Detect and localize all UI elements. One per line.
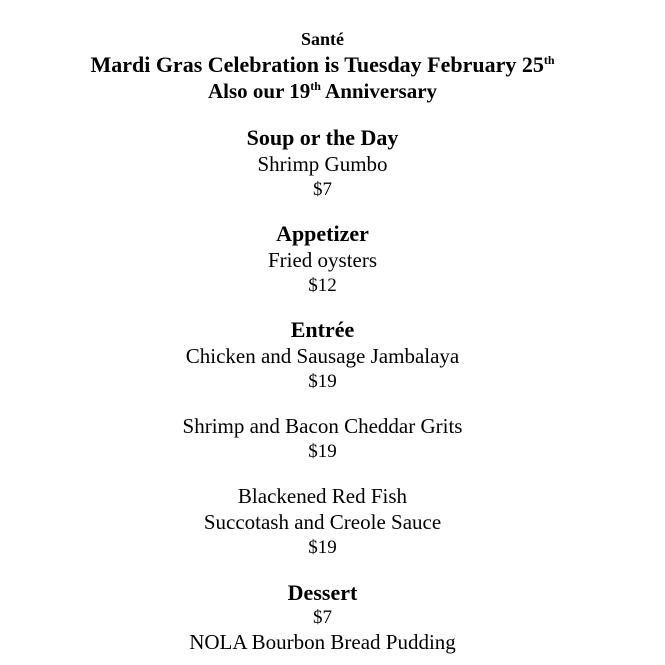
entree-item-2-price: $19 [308, 441, 337, 462]
anniversary-suffix: Anniversary [320, 79, 438, 103]
anniversary-heading [0, 81, 645, 102]
dessert-section-title: Dessert [287, 580, 358, 605]
restaurant-name: Santé [300, 29, 344, 49]
dessert-price: $7 [313, 607, 332, 628]
appetizer-item: Fried oysters [267, 248, 378, 272]
entree-item-3-line-2: Succotash and Creole Sauce [203, 510, 442, 534]
entree-section-title: Entrée [290, 317, 355, 342]
entree-item-2: Shrimp and Bacon Cheddar Grits [182, 414, 463, 438]
entree-item-1: Chicken and Sausage Jambalaya [185, 344, 460, 368]
dessert-item: NOLA Bourbon Bread Pudding [189, 630, 456, 654]
anniversary-prefix: Also our 19 [207, 79, 311, 103]
event-heading-suffix: th [543, 53, 555, 67]
event-heading-text: Mardi Gras Celebration is Tuesday February 25 [90, 52, 544, 77]
entree-item-3-price: $19 [308, 537, 337, 558]
soup-section-title: Soup or the Day [246, 125, 399, 150]
soup-item: Shrimp Gumbo [257, 152, 388, 176]
entree-item-1-price: $19 [308, 371, 337, 392]
anniversary-ordinal: th [310, 79, 321, 93]
appetizer-price: $12 [308, 275, 337, 296]
soup-price: $7 [313, 179, 332, 200]
appetizer-section-title: Appetizer [276, 221, 369, 246]
event-heading [0, 54, 645, 76]
entree-item-3-line-1: Blackened Red Fish [237, 484, 408, 508]
